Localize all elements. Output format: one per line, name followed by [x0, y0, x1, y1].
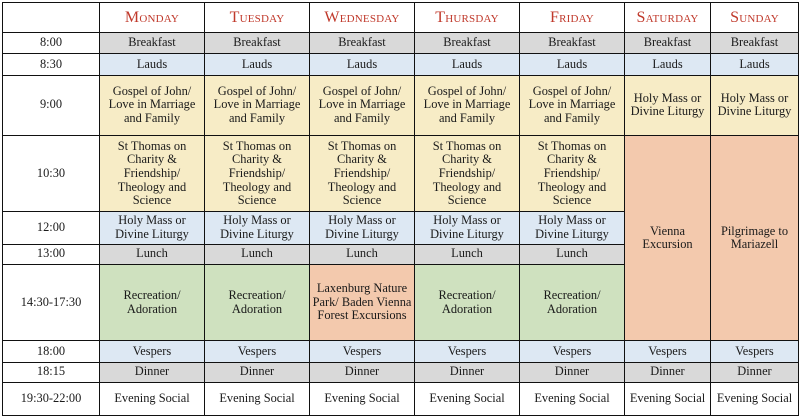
dinner-cell-sunday: Dinner [711, 362, 799, 382]
breakfast-cell-thursday: Breakfast [415, 33, 520, 54]
recreation-cell-monday: Recreation/ Adoration [100, 264, 205, 341]
recreation-cell-tuesday: Recreation/ Adoration [205, 264, 310, 341]
pilgrimage-cell-sunday: Pilgrimage to Mariazell [711, 135, 799, 340]
schedule-row-1030 [3, 135, 799, 212]
holy-mass-cell-wednesday: Holy Mass or Divine Liturgy [310, 212, 415, 244]
holy-mass-cell-saturday: Holy Mass or Divine Liturgy [625, 75, 711, 135]
lunch-cell-thursday: Lunch [415, 244, 520, 264]
lunch-cell-wednesday: Lunch [310, 244, 415, 264]
corner-cell [3, 3, 100, 33]
recreation-cell-thursday: Recreation/ Adoration [415, 264, 520, 341]
vespers-cell-wednesday: Vespers [310, 341, 415, 362]
day-header-tuesday: Tuesday [205, 3, 310, 33]
schedule-row-0900 [3, 75, 799, 135]
gospel-cell-monday: Gospel of John/ Love in Marriage and Family [100, 75, 205, 135]
st-thomas-cell-friday: St Thomas on Charity & Friendship/ Theology and Science [520, 135, 625, 212]
time-cell: 13:00 [3, 244, 100, 264]
time-cell: 18:00 [3, 341, 100, 362]
holy-mass-cell-friday: Holy Mass or Divine Liturgy [520, 212, 625, 244]
time-cell: 9:00 [3, 75, 100, 135]
lunch-cell-tuesday: Lunch [205, 244, 310, 264]
dinner-cell-friday: Dinner [520, 362, 625, 382]
dinner-cell-thursday: Dinner [415, 362, 520, 382]
lauds-cell-friday: Lauds [520, 54, 625, 75]
evening-social-cell-saturday: Evening Social [625, 382, 711, 415]
dinner-cell-wednesday: Dinner [310, 362, 415, 382]
time-cell: 8:00 [3, 33, 100, 54]
gospel-cell-tuesday: Gospel of John/ Love in Marriage and Family [205, 75, 310, 135]
gospel-cell-friday: Gospel of John/ Love in Marriage and Family [520, 75, 625, 135]
st-thomas-cell-monday: St Thomas on Charity & Friendship/ Theology and Science [100, 135, 205, 212]
dinner-cell-monday: Dinner [100, 362, 205, 382]
st-thomas-cell-wednesday: St Thomas on Charity & Friendship/ Theology and Science [310, 135, 415, 212]
schedule-row-1815 [3, 362, 799, 382]
day-header-friday: Friday [520, 3, 625, 33]
weekly-schedule-table [2, 2, 799, 416]
lauds-cell-tuesday: Lauds [205, 54, 310, 75]
evening-social-cell-wednesday: Evening Social [310, 382, 415, 415]
day-header-wednesday: Wednesday [310, 3, 415, 33]
lauds-cell-monday: Lauds [100, 54, 205, 75]
header-row [3, 3, 799, 33]
laxenburg-excursion-cell-wednesday: Laxenburg Nature Park/ Baden Vienna Forest Excursions [310, 264, 415, 341]
st-thomas-cell-thursday: St Thomas on Charity & Friendship/ Theology and Science [415, 135, 520, 212]
time-cell: 14:30-17:30 [3, 264, 100, 341]
holy-mass-cell-tuesday: Holy Mass or Divine Liturgy [205, 212, 310, 244]
breakfast-cell-friday: Breakfast [520, 33, 625, 54]
st-thomas-cell-tuesday: St Thomas on Charity & Friendship/ Theology and Science [205, 135, 310, 212]
holy-mass-cell-monday: Holy Mass or Divine Liturgy [100, 212, 205, 244]
time-cell: 8:30 [3, 54, 100, 75]
lunch-cell-monday: Lunch [100, 244, 205, 264]
gospel-cell-thursday: Gospel of John/ Love in Marriage and Family [415, 75, 520, 135]
vespers-cell-monday: Vespers [100, 341, 205, 362]
evening-social-cell-thursday: Evening Social [415, 382, 520, 415]
time-cell: 18:15 [3, 362, 100, 382]
breakfast-cell-monday: Breakfast [100, 33, 205, 54]
evening-social-cell-monday: Evening Social [100, 382, 205, 415]
lauds-cell-saturday: Lauds [625, 54, 711, 75]
schedule-row-1930 [3, 382, 799, 415]
dinner-cell-tuesday: Dinner [205, 362, 310, 382]
day-header-monday: Monday [100, 3, 205, 33]
day-header-saturday: Saturday [625, 3, 711, 33]
day-header-sunday: Sunday [711, 3, 799, 33]
dinner-cell-saturday: Dinner [625, 362, 711, 382]
lauds-cell-wednesday: Lauds [310, 54, 415, 75]
evening-social-cell-tuesday: Evening Social [205, 382, 310, 415]
vienna-excursion-cell-saturday: Vienna Excursion [625, 135, 711, 340]
evening-social-cell-friday: Evening Social [520, 382, 625, 415]
time-cell: 19:30-22:00 [3, 382, 100, 415]
schedule-row-1800 [3, 341, 799, 362]
breakfast-cell-wednesday: Breakfast [310, 33, 415, 54]
vespers-cell-tuesday: Vespers [205, 341, 310, 362]
lunch-cell-friday: Lunch [520, 244, 625, 264]
holy-mass-cell-sunday: Holy Mass or Divine Liturgy [711, 75, 799, 135]
vespers-cell-friday: Vespers [520, 341, 625, 362]
breakfast-cell-saturday: Breakfast [625, 33, 711, 54]
time-cell: 10:30 [3, 135, 100, 212]
gospel-cell-wednesday: Gospel of John/ Love in Marriage and Family [310, 75, 415, 135]
evening-social-cell-sunday: Evening Social [711, 382, 799, 415]
time-cell: 12:00 [3, 212, 100, 244]
lauds-cell-sunday: Lauds [711, 54, 799, 75]
recreation-cell-friday: Recreation/ Adoration [520, 264, 625, 341]
vespers-cell-thursday: Vespers [415, 341, 520, 362]
schedule-row-0800 [3, 33, 799, 54]
breakfast-cell-tuesday: Breakfast [205, 33, 310, 54]
vespers-cell-saturday: Vespers [625, 341, 711, 362]
day-header-thursday: Thursday [415, 3, 520, 33]
breakfast-cell-sunday: Breakfast [711, 33, 799, 54]
lauds-cell-thursday: Lauds [415, 54, 520, 75]
schedule-row-0830 [3, 54, 799, 75]
holy-mass-cell-thursday: Holy Mass or Divine Liturgy [415, 212, 520, 244]
vespers-cell-sunday: Vespers [711, 341, 799, 362]
